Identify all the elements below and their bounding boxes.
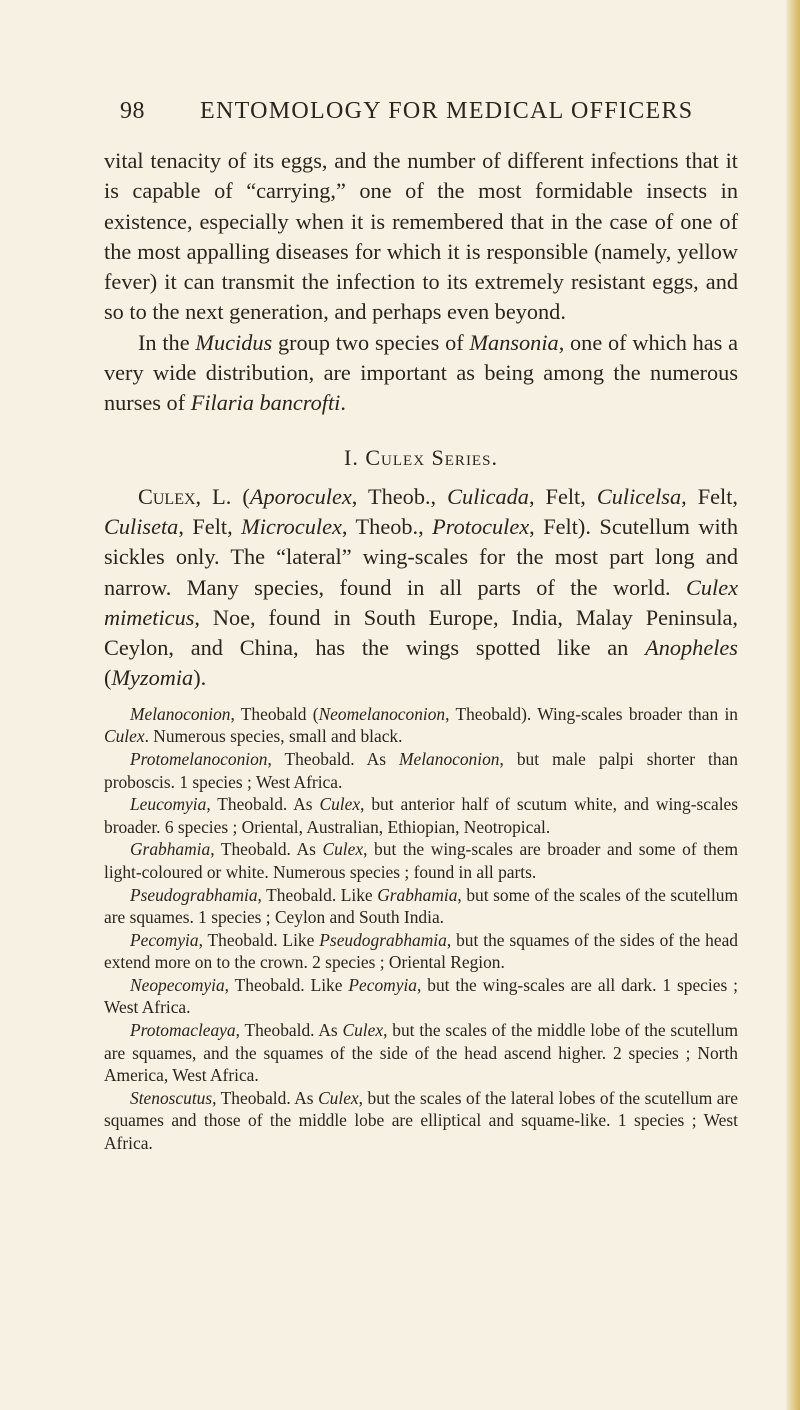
synonym: Microculex (241, 513, 342, 539)
genus-name: Anopheles (645, 635, 738, 661)
taxon-reference: Grabhamia (377, 884, 458, 905)
subgenus-entry (104, 1019, 738, 1087)
text-run: , Theobald ( (230, 703, 319, 724)
synonym: Aporoculex (249, 483, 352, 509)
subgenus-entry (104, 929, 738, 974)
subgenera-list (104, 703, 738, 1155)
text-run: , Felt, (178, 513, 242, 539)
page-edge (786, 0, 800, 1410)
text-run: , Theobald. As (210, 839, 323, 860)
subgenus-entry (104, 884, 738, 929)
subgenus-entry (104, 703, 738, 748)
text-run: , but the scales of the lateral lobes of the scutellum are squames and those of the middle lobe are elliptical and squame-like. 1 species ; West Africa. (104, 1087, 738, 1154)
genus-culex-paragraph (104, 482, 738, 694)
paragraph-continuation: vital tenacity of its eggs, and the number of different infections that it is capable of “carrying,” one of the most formidable insects in existence, especially when it is remembered that in the case of one of the most appalling diseases for which it is responsible (namely, yellow fever) it can transmit the infection to its extremely resistant eggs, and so to the next generation, and perhaps even beyond. (104, 148, 738, 325)
text-run: ( (104, 665, 112, 691)
taxon-reference: Melanoconion (399, 748, 500, 769)
text-run: , L. ( (195, 483, 250, 509)
text-run: , Theobald. As (235, 1020, 343, 1041)
subgenus-entry (104, 793, 738, 838)
text-run: , but the squames of the sides of the head extend more on to the crown. 2 species ; Oriental Region. (104, 929, 738, 973)
text-run: , but some of the scales of the scutellum are squames. 1 species ; Ceylon and South India. (104, 884, 738, 928)
synonym: Protoculex (432, 513, 530, 539)
genus-name: Mansonia (469, 329, 559, 355)
text-run: , Theobald. Like (198, 929, 320, 950)
text-run: , Theob., (341, 513, 433, 539)
synonym: Culicada (447, 483, 529, 509)
text-run: , but the scales of the middle lobe of the scutellum are squames, and the squames of the side of the head ascend higher. 2 species ; North America, West Africa. (104, 1020, 739, 1086)
text-run: , but the wing-scales are all dark. 1 species ; West Africa. (104, 974, 738, 1018)
subgenus-entry (104, 838, 738, 883)
text-run: , Noe, found in South Europe, India, Malay Peninsula, Ceylon, and China, has the wings spotted like an (104, 604, 738, 661)
taxon-reference: Culex (342, 1020, 384, 1041)
text-run: , Theobald). Wing-scales broader than in (445, 703, 738, 724)
section-title: Culex Series. (365, 444, 498, 470)
subgenus-name: Protomelanoconion (130, 748, 268, 769)
text-run: , Theobald. As (267, 748, 400, 769)
subgenus-name: Pecomyia (130, 929, 199, 950)
taxon-reference: Neomelanoconion (318, 703, 446, 724)
text-run: , Theob., (351, 483, 448, 509)
text-run: . Numerous species, small and black. (144, 726, 403, 747)
genus-name: Myzomia (111, 665, 194, 691)
subgenus-entry (104, 748, 738, 793)
text-run: , Theobald. Like (257, 884, 378, 905)
running-header (120, 98, 720, 132)
text-run: . (340, 390, 346, 416)
subgenus-name: Protomacleaya (130, 1020, 236, 1041)
subgenus-entry (104, 974, 738, 1019)
page-number: 98 (120, 98, 145, 124)
synonym: Culiseta (104, 513, 179, 539)
text-run: In the (138, 329, 196, 355)
species-name: Filaria bancrofti (190, 390, 341, 416)
paragraph-mucidus (104, 328, 738, 419)
subgenus-name: Melanoconion (130, 703, 231, 724)
text-run: , Felt, (528, 483, 597, 509)
subgenus-name: Stenoscutus (130, 1087, 213, 1108)
taxon-reference: Culex (319, 794, 361, 815)
section-heading (104, 445, 738, 471)
text-run: , but male palpi shorter than proboscis. 1 species ; West Africa. (104, 748, 738, 792)
text-run: , Felt, (681, 483, 738, 509)
taxon-reference: Pecomyia (348, 974, 417, 995)
subgenus-name: Leucomyia (130, 794, 207, 815)
subgenus-name: Pseudograbhamia (130, 884, 258, 905)
subgenus-name: Grabhamia (130, 839, 211, 860)
synonym: Culicelsa (596, 483, 682, 509)
text-run: , Theobald. Like (224, 974, 349, 995)
page-body (104, 146, 738, 1155)
text-run: ). (193, 665, 207, 691)
text-run: , one of which has a very wide distribution, are important as being among the numerous nurses of (104, 329, 739, 416)
text-run: , Theobald. As (212, 1087, 319, 1108)
text-run: , Theobald. As (206, 794, 320, 815)
text-run: , Felt). Scutellum with sickles only. The “lateral” wing-scales for the most part long and narrow. Many species, found in all parts of the world. (104, 513, 738, 600)
taxon-reference: Culex (318, 1087, 359, 1108)
taxon-reference: Culex (104, 726, 145, 747)
subgenus-name: Neopecomyia (130, 974, 225, 995)
subgenus-entry (104, 1087, 738, 1155)
text-run: group two species of (272, 329, 470, 355)
genus-heading: Culex (138, 483, 196, 509)
taxon-reference: Culex (322, 839, 364, 860)
genus-name: Mucidus (195, 329, 273, 355)
species-name: Culex mimeticus (104, 574, 738, 630)
text-run: , but the wing-scales are broader and some of them light-coloured or white. Numerous species ; found in all parts. (104, 839, 739, 882)
section-numeral: I. (344, 444, 359, 470)
running-title: ENTOMOLOGY FOR MEDICAL OFFICERS (200, 98, 694, 124)
text-run: , but anterior half of scutum white, and wing-scales broader. 6 species ; Oriental, Australian, Ethiopian, Neotropical. (104, 794, 739, 837)
taxon-reference: Pseudograbhamia (319, 929, 447, 950)
